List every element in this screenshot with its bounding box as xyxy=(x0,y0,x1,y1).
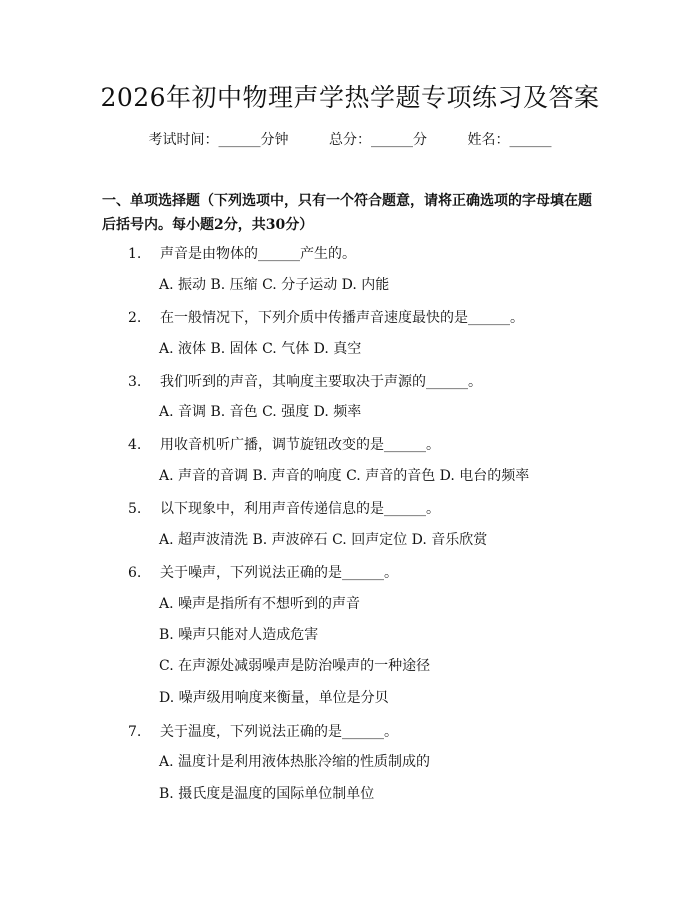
question-3 xyxy=(128,372,482,392)
question-7-option-b: B. 摄氏度是温度的国际单位制单位 xyxy=(159,786,375,802)
question-5-options: A. 超声波清洗 B. 声波碎石 C. 回声定位 D. 音乐欣赏 xyxy=(159,532,488,548)
question-number: 2. xyxy=(128,310,142,326)
question-1-options: A. 振动 B. 压缩 C. 分子运动 D. 内能 xyxy=(159,277,390,293)
question-4 xyxy=(128,435,440,455)
question-7-option-a: A. 温度计是利用液体热胀冷缩的性质制成的 xyxy=(159,754,431,770)
question-3-options: A. 音调 B. 音色 C. 强度 D. 频率 xyxy=(159,404,362,420)
question-1 xyxy=(128,244,356,264)
question-number: 1. xyxy=(128,246,142,262)
question-stem: 声音是由物体的______产生的。 xyxy=(160,246,356,262)
question-number: 4. xyxy=(128,437,142,453)
question-7 xyxy=(128,722,398,742)
question-6-option-a: A. 噪声是指所有不想听到的声音 xyxy=(159,596,361,612)
question-2-options: A. 液体 B. 固体 C. 气体 D. 真空 xyxy=(159,341,362,357)
question-6 xyxy=(128,563,398,583)
question-5 xyxy=(128,499,440,519)
question-2 xyxy=(128,308,524,328)
question-6-option-c: C. 在声源处减弱噪声是防治噪声的一种途径 xyxy=(159,658,431,674)
question-stem: 用收音机听广播，调节旋钮改变的是______。 xyxy=(160,437,440,453)
question-stem: 关于噪声，下列说法正确的是______。 xyxy=(160,565,398,581)
student-name: 姓名：______ xyxy=(467,132,552,148)
question-4-options: A. 声音的音调 B. 声音的响度 C. 声音的音色 D. 电台的频率 xyxy=(159,468,530,484)
question-stem: 关于温度，下列说法正确的是______。 xyxy=(160,724,398,740)
question-number: 7. xyxy=(128,724,142,740)
question-6-option-b: B. 噪声只能对人造成危害 xyxy=(159,627,319,643)
section-heading: 一、单项选择题（下列选项中，只有一个符合题意，请将正确选项的字母填在题后括号内。每小题2分，共30分） xyxy=(102,193,592,233)
exam-time: 考试时间：______分钟 xyxy=(148,132,289,148)
page-title: 2026年初中物理声学热学题专项练习及答案 xyxy=(100,83,600,112)
exam-total-score: 总分：______分 xyxy=(329,132,427,148)
question-stem: 在一般情况下，下列介质中传播声音速度最快的是______。 xyxy=(160,310,524,326)
question-number: 3. xyxy=(128,374,142,390)
exam-meta xyxy=(0,130,700,150)
question-number: 5. xyxy=(128,501,142,517)
question-number: 6. xyxy=(128,565,142,581)
question-stem: 以下现象中，利用声音传递信息的是______。 xyxy=(160,501,440,517)
question-stem: 我们听到的声音，其响度主要取决于声源的______。 xyxy=(160,374,482,390)
question-6-option-d: D. 噪声级用响度来衡量，单位是分贝 xyxy=(159,690,389,706)
